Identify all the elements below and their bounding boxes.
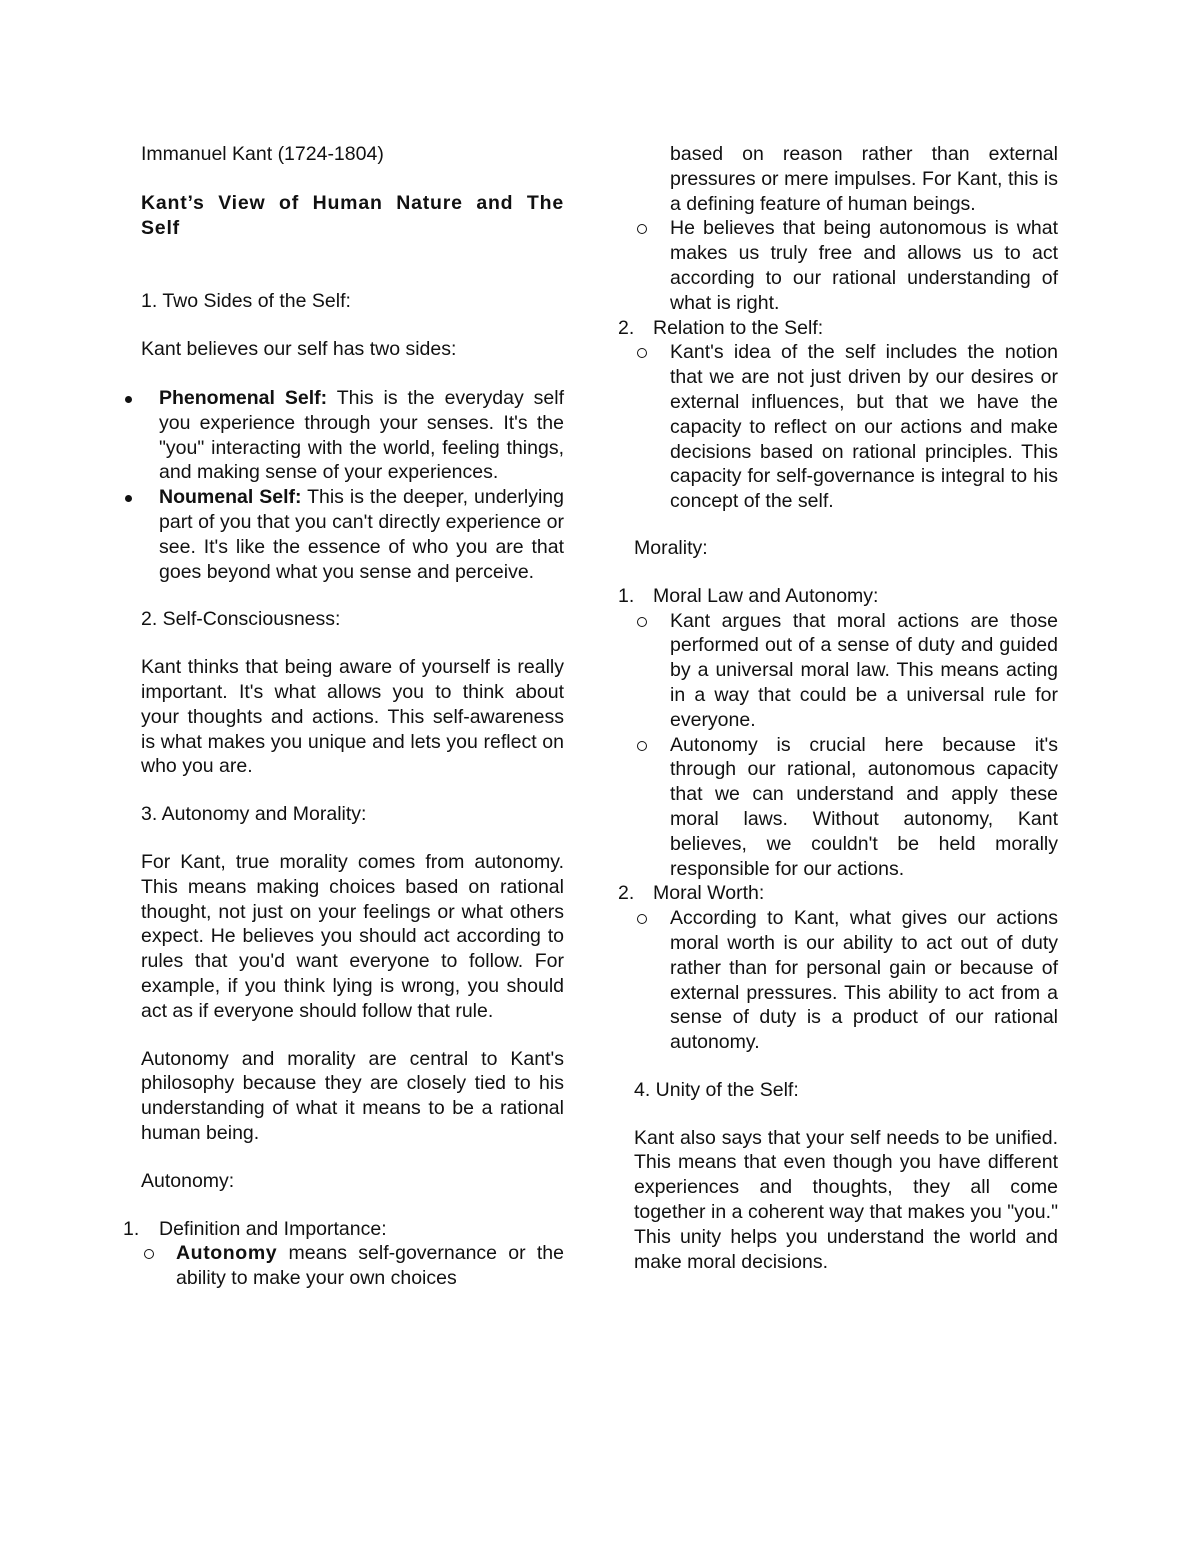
- circle-bullet-icon: [637, 741, 647, 751]
- section-body: Kant thinks that being aware of yourself is really important. It's what allows you to think about your thoughts and actions. This self-awareness is what makes you unique and lets you reflect on who you are.: [141, 656, 564, 778]
- section-body: For Kant, true morality comes from autonomy. This means making choices based on rational thought, not just on your feelings or what others expect. He believes you should act according to rules that you'd want everyone to follow. For example, if you think lying is wrong, you should act as if everyone should follow that rule.: [141, 850, 564, 1022]
- bullet-text: This is the everyday self you experience through your senses. It's the "you" interacting with the world, feeling things, and making sense of your experiences.: [159, 386, 564, 484]
- left-column: [123, 142, 564, 1291]
- right-column: [618, 142, 1058, 1274]
- sub-bullet-text: According to Kant, what gives our actions moral worth is our ability to act out of duty rather than for personal gain or because of external pressures. This ability to act from a sense of duty is a product of our rational autonomy.: [670, 907, 1058, 1054]
- section-body: Autonomy and morality are central to Kant's philosophy because they are closely tied to his understanding of what it means to be a rational human being.: [141, 1047, 564, 1144]
- document-title: Kant’s View of Human Nature and The Self: [141, 191, 564, 239]
- sub-bullet-text: means self-governance or the ability to make your own choices: [176, 1242, 564, 1290]
- item-number: 1.: [618, 584, 635, 607]
- item-number: 2.: [618, 316, 635, 339]
- bullet-item-phenomenal: [141, 386, 564, 485]
- subheading-morality: Morality:: [634, 536, 708, 559]
- circle-bullet-icon: [637, 914, 647, 924]
- item-label: Relation to the Self:: [653, 316, 824, 339]
- numbered-item-moral-law: [618, 584, 1058, 609]
- bullet-text: This is the deeper, underlying part of you that you can't directly experience or see. It's like the essence of who you are that goes beyond what you sense and perceive.: [159, 486, 564, 583]
- bullet-icon: [125, 495, 132, 502]
- section-intro: Kant believes our self has two sides:: [141, 338, 457, 361]
- bullet-lead: Noumenal Self:: [159, 486, 302, 509]
- item-label: Moral Worth:: [653, 882, 765, 905]
- numbered-item-moral-worth: [618, 881, 1058, 906]
- sub-bullet-item: [634, 340, 1058, 514]
- numbered-item-definition: [123, 1217, 564, 1242]
- bullet-lead: Phenomenal Self:: [159, 386, 328, 409]
- item-number: 2.: [618, 882, 635, 905]
- circle-bullet-icon: [637, 348, 647, 358]
- sub-bullet-text: Kant's idea of the self includes the notion that we are not just driven by our desires or external influences, but that we have the capacity to reflect on our actions and make decisions based on rational principles. This capacity for self-governance is integral to his concept of the self.: [670, 341, 1058, 513]
- sub-bullet-text: Kant argues that moral actions are those performed out of a sense of duty and guided by a universal moral law. This means acting in a way that could be a universal rule for everyone.: [670, 609, 1058, 731]
- item-number: 1.: [123, 1217, 140, 1240]
- section-heading-self-consciousness: 2. Self-Consciousness:: [141, 608, 341, 631]
- bold-term: Autonomy: [176, 1242, 278, 1265]
- sub-bullet-item: [141, 1241, 564, 1291]
- document-header: Immanuel Kant (1724-1804): [141, 143, 384, 165]
- item-label: Moral Law and Autonomy:: [653, 584, 879, 607]
- section-heading-two-sides: 1. Two Sides of the Self:: [141, 290, 351, 313]
- sub-bullet-text: Autonomy is crucial here because it's through our rational, autonomous capacity that we can understand and apply these moral laws. Without autonomy, Kant believes, we couldn't be held morally responsible for our actions.: [670, 733, 1058, 880]
- sub-bullet-item: [634, 216, 1058, 315]
- sub-bullet-text: He believes that being autonomous is what makes us truly free and allows us to act according to our rational understanding of what is right.: [670, 217, 1058, 314]
- section-heading-unity: 4. Unity of the Self:: [634, 1078, 799, 1101]
- bullet-icon: [125, 396, 132, 403]
- circle-bullet-icon: [637, 617, 647, 627]
- subheading-autonomy: Autonomy:: [141, 1169, 235, 1192]
- circle-bullet-icon: [637, 224, 647, 234]
- numbered-item-relation: [618, 316, 1058, 341]
- sub-bullet-item: [634, 906, 1058, 1055]
- circle-bullet-icon: [144, 1249, 154, 1259]
- sub-bullet-item: [634, 733, 1058, 882]
- section-heading-autonomy-morality: 3. Autonomy and Morality:: [141, 803, 367, 826]
- sub-bullet-text: based on reason rather than external pressures or mere impulses. For Kant, this is a defining feature of human beings.: [670, 143, 1058, 215]
- bullet-list: [141, 386, 564, 584]
- sub-bullet-item: [634, 609, 1058, 733]
- sub-bullet-continuation: [634, 142, 1058, 216]
- section-body: Kant also says that your self needs to be unified. This means that even though you have different experiences and thoughts, they all come together in a coherent way that makes you "you." This unity helps you understand the world and make moral decisions.: [634, 1126, 1058, 1273]
- item-label: Definition and Importance:: [159, 1217, 387, 1240]
- bullet-item-noumenal: [141, 485, 564, 584]
